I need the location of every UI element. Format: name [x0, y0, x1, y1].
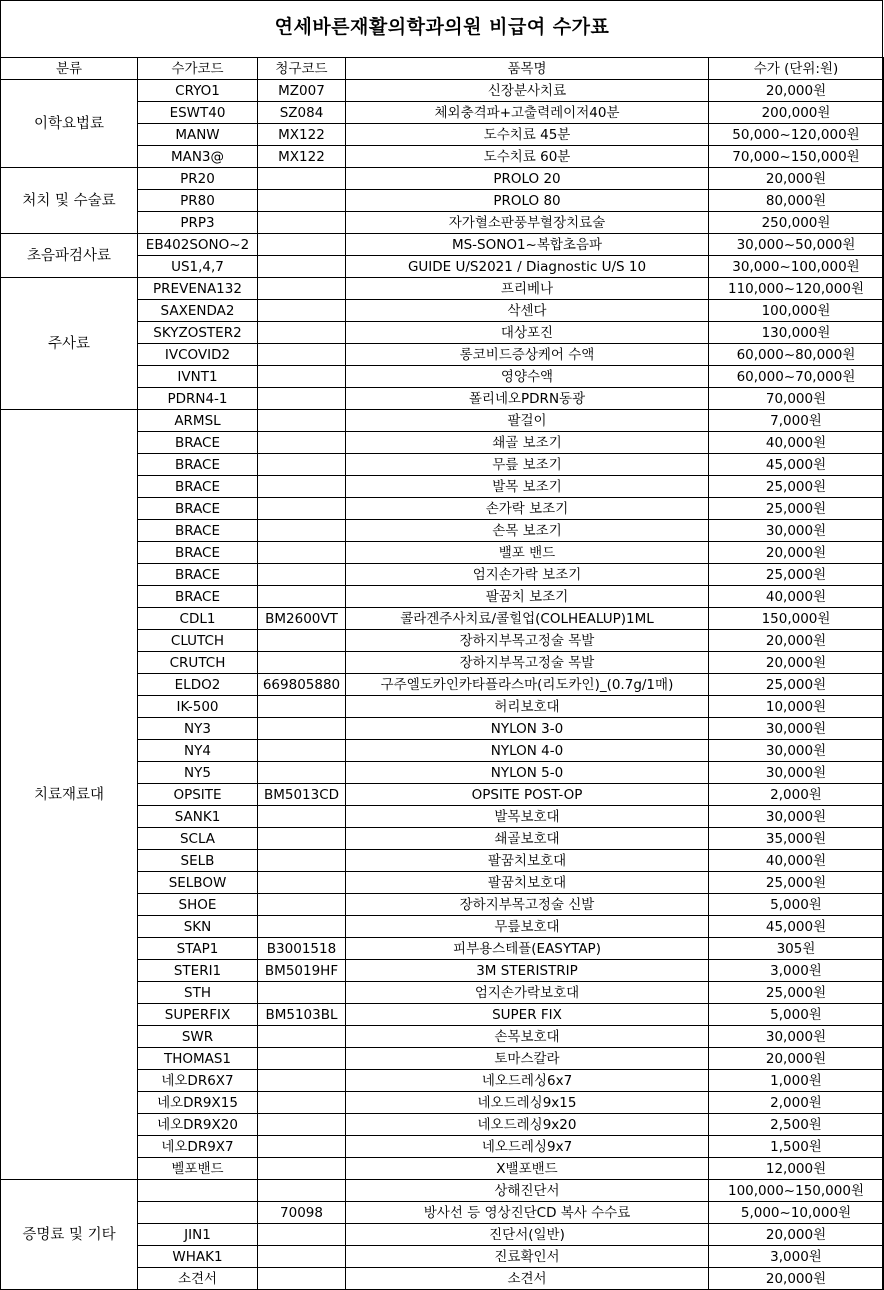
fee-code-cell: ESWT40 — [138, 102, 258, 124]
price-cell: 80,000원 — [709, 190, 884, 212]
fee-code-cell: ELDO2 — [138, 674, 258, 696]
fee-code-cell: 네오DR9X7 — [138, 1136, 258, 1158]
fee-code-cell: US1,4,7 — [138, 256, 258, 278]
item-name-cell: 쇄골보호대 — [346, 828, 709, 850]
claim-code-cell: 70098 — [258, 1202, 346, 1224]
price-cell: 20,000원 — [709, 1224, 884, 1246]
price-cell: 5,000원 — [709, 1004, 884, 1026]
fee-code-cell: MANW — [138, 124, 258, 146]
fee-code-cell: WHAK1 — [138, 1246, 258, 1268]
item-name-cell: 팔꿈치보호대 — [346, 872, 709, 894]
price-cell: 30,000원 — [709, 520, 884, 542]
price-cell: 25,000원 — [709, 476, 884, 498]
fee-code-cell: 네오DR9X20 — [138, 1114, 258, 1136]
table-row — [1, 80, 884, 102]
claim-code-cell — [258, 1048, 346, 1070]
claim-code-cell — [258, 476, 346, 498]
fee-table-body — [1, 80, 884, 1290]
table-row — [1, 234, 884, 256]
price-cell: 60,000~70,000원 — [709, 366, 884, 388]
item-name-cell: 장하지부목고정술 목발 — [346, 630, 709, 652]
claim-code-cell — [258, 1268, 346, 1290]
price-cell: 50,000~120,000원 — [709, 124, 884, 146]
price-cell: 20,000원 — [709, 630, 884, 652]
price-cell: 45,000원 — [709, 454, 884, 476]
claim-code-cell — [258, 542, 346, 564]
category-cell: 주사료 — [1, 278, 138, 410]
item-name-cell: 소견서 — [346, 1268, 709, 1290]
item-name-cell: 진료확인서 — [346, 1246, 709, 1268]
item-name-cell: 발목 보조기 — [346, 476, 709, 498]
claim-code-cell — [258, 1070, 346, 1092]
claim-code-cell — [258, 982, 346, 1004]
fee-code-cell: BRACE — [138, 432, 258, 454]
fee-code-cell: BRACE — [138, 454, 258, 476]
claim-code-cell — [258, 388, 346, 410]
header-claim-code: 청구코드 — [258, 58, 346, 80]
item-name-cell: 3M STERISTRIP — [346, 960, 709, 982]
price-cell: 20,000원 — [709, 168, 884, 190]
category-cell: 초음파검사료 — [1, 234, 138, 278]
claim-code-cell — [258, 916, 346, 938]
fee-code-cell: SHOE — [138, 894, 258, 916]
fee-code-cell: BRACE — [138, 586, 258, 608]
item-name-cell: OPSITE POST-OP — [346, 784, 709, 806]
price-cell: 25,000원 — [709, 982, 884, 1004]
claim-code-cell — [258, 212, 346, 234]
claim-code-cell — [258, 520, 346, 542]
fee-code-cell: PRP3 — [138, 212, 258, 234]
item-name-cell: 밸포 밴드 — [346, 542, 709, 564]
claim-code-cell — [258, 718, 346, 740]
claim-code-cell: MZ007 — [258, 80, 346, 102]
price-cell: 5,000원 — [709, 894, 884, 916]
claim-code-cell — [258, 432, 346, 454]
item-name-cell: X밸포밴드 — [346, 1158, 709, 1180]
price-cell: 40,000원 — [709, 850, 884, 872]
claim-code-cell: 669805880 — [258, 674, 346, 696]
price-cell: 30,000원 — [709, 1026, 884, 1048]
price-cell: 25,000원 — [709, 498, 884, 520]
category-cell: 처치 및 수술료 — [1, 168, 138, 234]
fee-code-cell: BRACE — [138, 542, 258, 564]
price-cell: 1,500원 — [709, 1136, 884, 1158]
item-name-cell: 도수치료 60분 — [346, 146, 709, 168]
item-name-cell: 영양수액 — [346, 366, 709, 388]
claim-code-cell — [258, 1158, 346, 1180]
fee-code-cell: SKN — [138, 916, 258, 938]
fee-code-cell: SELBOW — [138, 872, 258, 894]
price-cell: 40,000원 — [709, 586, 884, 608]
price-cell: 45,000원 — [709, 916, 884, 938]
item-name-cell: 손목 보조기 — [346, 520, 709, 542]
price-cell: 150,000원 — [709, 608, 884, 630]
item-name-cell: 엄지손가락 보조기 — [346, 564, 709, 586]
price-cell: 20,000원 — [709, 1268, 884, 1290]
header-fee-code: 수가코드 — [138, 58, 258, 80]
item-name-cell: 폴리네오PDRN동광 — [346, 388, 709, 410]
item-name-cell: 체외충격파+고출력레이저40분 — [346, 102, 709, 124]
fee-code-cell: 벨포밴드 — [138, 1158, 258, 1180]
price-cell: 30,000원 — [709, 718, 884, 740]
price-cell: 2,000원 — [709, 784, 884, 806]
claim-code-cell — [258, 762, 346, 784]
price-cell: 35,000원 — [709, 828, 884, 850]
price-cell: 110,000~120,000원 — [709, 278, 884, 300]
fee-code-cell: NY5 — [138, 762, 258, 784]
price-cell: 2,500원 — [709, 1114, 884, 1136]
fee-code-cell: CLUTCH — [138, 630, 258, 652]
fee-code-cell: STAP1 — [138, 938, 258, 960]
claim-code-cell — [258, 872, 346, 894]
item-name-cell: NYLON 3-0 — [346, 718, 709, 740]
fee-code-cell: SKYZOSTER2 — [138, 322, 258, 344]
fee-code-cell: SCLA — [138, 828, 258, 850]
item-name-cell: 손목보호대 — [346, 1026, 709, 1048]
fee-code-cell: NY3 — [138, 718, 258, 740]
header-item-name: 품목명 — [346, 58, 709, 80]
price-cell: 60,000~80,000원 — [709, 344, 884, 366]
item-name-cell: 장하지부목고정술 목발 — [346, 652, 709, 674]
fee-code-cell: SAXENDA2 — [138, 300, 258, 322]
price-cell: 30,000원 — [709, 806, 884, 828]
fee-code-cell: CRYO1 — [138, 80, 258, 102]
price-cell: 20,000원 — [709, 80, 884, 102]
claim-code-cell — [258, 1026, 346, 1048]
price-cell: 40,000원 — [709, 432, 884, 454]
fee-code-cell: IVCOVID2 — [138, 344, 258, 366]
claim-code-cell — [258, 256, 346, 278]
fee-code-cell: CDL1 — [138, 608, 258, 630]
item-name-cell: 장하지부목고정술 신발 — [346, 894, 709, 916]
item-name-cell: 대상포진 — [346, 322, 709, 344]
item-name-cell: 롱코비드증상케어 수액 — [346, 344, 709, 366]
price-cell: 130,000원 — [709, 322, 884, 344]
fee-code-cell: CRUTCH — [138, 652, 258, 674]
claim-code-cell — [258, 586, 346, 608]
item-name-cell: 신장분사치료 — [346, 80, 709, 102]
claim-code-cell — [258, 828, 346, 850]
item-name-cell: 프리베나 — [346, 278, 709, 300]
item-name-cell: 콜라겐주사치료/콜힐업(COLHEALUP)1ML — [346, 608, 709, 630]
item-name-cell: GUIDE U/S2021 / Diagnostic U/S 10 — [346, 256, 709, 278]
fee-code-cell: ARMSL — [138, 410, 258, 432]
fee-code-cell — [138, 1202, 258, 1224]
header-category: 분류 — [1, 58, 138, 80]
price-cell: 25,000원 — [709, 564, 884, 586]
item-name-cell: 발목보호대 — [346, 806, 709, 828]
claim-code-cell — [258, 410, 346, 432]
claim-code-cell — [258, 740, 346, 762]
claim-code-cell — [258, 1092, 346, 1114]
fee-code-cell: IVNT1 — [138, 366, 258, 388]
price-cell: 305원 — [709, 938, 884, 960]
item-name-cell: 진단서(일반) — [346, 1224, 709, 1246]
item-name-cell: 삭센다 — [346, 300, 709, 322]
item-name-cell: 엄지손가락보호대 — [346, 982, 709, 1004]
claim-code-cell — [258, 190, 346, 212]
fee-code-cell: SELB — [138, 850, 258, 872]
claim-code-cell — [258, 894, 346, 916]
claim-code-cell: BM5019HF — [258, 960, 346, 982]
item-name-cell: 손가락 보조기 — [346, 498, 709, 520]
claim-code-cell — [258, 454, 346, 476]
table-row — [1, 410, 884, 432]
table-row — [1, 168, 884, 190]
table-row — [1, 278, 884, 300]
category-cell: 이학요법료 — [1, 80, 138, 168]
price-cell: 7,000원 — [709, 410, 884, 432]
price-cell: 250,000원 — [709, 212, 884, 234]
fee-code-cell: 소견서 — [138, 1268, 258, 1290]
fee-code-cell: STERI1 — [138, 960, 258, 982]
page-title: 연세바른재활의학과의원 비급여 수가표 — [274, 16, 610, 38]
price-cell: 100,000~150,000원 — [709, 1180, 884, 1202]
fee-code-cell: OPSITE — [138, 784, 258, 806]
fee-code-cell: BRACE — [138, 498, 258, 520]
item-name-cell: 무릎보호대 — [346, 916, 709, 938]
claim-code-cell: B3001518 — [258, 938, 346, 960]
claim-code-cell — [258, 344, 346, 366]
price-cell: 200,000원 — [709, 102, 884, 124]
price-cell: 70,000~150,000원 — [709, 146, 884, 168]
fee-code-cell: PR80 — [138, 190, 258, 212]
claim-code-cell — [258, 322, 346, 344]
price-cell: 30,000~100,000원 — [709, 256, 884, 278]
item-name-cell: 상해진단서 — [346, 1180, 709, 1202]
claim-code-cell: SZ084 — [258, 102, 346, 124]
claim-code-cell — [258, 630, 346, 652]
price-cell: 25,000원 — [709, 674, 884, 696]
fee-code-cell: JIN1 — [138, 1224, 258, 1246]
price-cell: 20,000원 — [709, 1048, 884, 1070]
item-name-cell: PROLO 20 — [346, 168, 709, 190]
header-price: 수가 (단위:원) — [709, 58, 884, 80]
item-name-cell: 방사선 등 영상진단CD 복사 수수료 — [346, 1202, 709, 1224]
price-cell: 1,000원 — [709, 1070, 884, 1092]
item-name-cell: 네오드레싱9x7 — [346, 1136, 709, 1158]
fee-code-cell: BRACE — [138, 564, 258, 586]
fee-code-cell: NY4 — [138, 740, 258, 762]
category-cell: 치료재료대 — [1, 410, 138, 1180]
fee-code-cell: BRACE — [138, 476, 258, 498]
item-name-cell: 팔꿈치 보조기 — [346, 586, 709, 608]
item-name-cell: 자가혈소판풍부혈장치료술 — [346, 212, 709, 234]
claim-code-cell: MX122 — [258, 124, 346, 146]
claim-code-cell — [258, 564, 346, 586]
fee-code-cell: SWR — [138, 1026, 258, 1048]
claim-code-cell — [258, 278, 346, 300]
item-name-cell: 토마스칼라 — [346, 1048, 709, 1070]
claim-code-cell — [258, 366, 346, 388]
item-name-cell: PROLO 80 — [346, 190, 709, 212]
price-cell: 12,000원 — [709, 1158, 884, 1180]
claim-code-cell: BM2600VT — [258, 608, 346, 630]
fee-code-cell: THOMAS1 — [138, 1048, 258, 1070]
fee-code-cell: IK-500 — [138, 696, 258, 718]
claim-code-cell — [258, 234, 346, 256]
fee-code-cell — [138, 1180, 258, 1202]
item-name-cell: 무릎 보조기 — [346, 454, 709, 476]
fee-code-cell: SUPERFIX — [138, 1004, 258, 1026]
item-name-cell: NYLON 5-0 — [346, 762, 709, 784]
item-name-cell: 피부용스테플(EASYTAP) — [346, 938, 709, 960]
header-row — [1, 58, 884, 80]
item-name-cell: SUPER FIX — [346, 1004, 709, 1026]
claim-code-cell — [258, 1246, 346, 1268]
price-cell: 3,000원 — [709, 1246, 884, 1268]
table-row — [1, 1180, 884, 1202]
item-name-cell: 네오드레싱6x7 — [346, 1070, 709, 1092]
claim-code-cell — [258, 168, 346, 190]
fee-code-cell: 네오DR6X7 — [138, 1070, 258, 1092]
fee-code-cell: SANK1 — [138, 806, 258, 828]
price-cell: 5,000~10,000원 — [709, 1202, 884, 1224]
claim-code-cell: BM5103BL — [258, 1004, 346, 1026]
price-cell: 30,000원 — [709, 740, 884, 762]
claim-code-cell — [258, 1114, 346, 1136]
fee-code-cell: PDRN4-1 — [138, 388, 258, 410]
fee-code-cell: 네오DR9X15 — [138, 1092, 258, 1114]
category-cell: 증명료 및 기타 — [1, 1180, 138, 1290]
price-cell: 20,000원 — [709, 542, 884, 564]
fee-code-cell: PR20 — [138, 168, 258, 190]
claim-code-cell — [258, 300, 346, 322]
fee-code-cell: BRACE — [138, 520, 258, 542]
item-name-cell: 도수치료 45분 — [346, 124, 709, 146]
item-name-cell: 팔걸이 — [346, 410, 709, 432]
price-cell: 70,000원 — [709, 388, 884, 410]
fee-table — [0, 57, 884, 1290]
price-cell: 2,000원 — [709, 1092, 884, 1114]
item-name-cell: 팔꿈치보호대 — [346, 850, 709, 872]
claim-code-cell: MX122 — [258, 146, 346, 168]
price-cell: 30,000원 — [709, 762, 884, 784]
claim-code-cell: BM5013CD — [258, 784, 346, 806]
item-name-cell: NYLON 4-0 — [346, 740, 709, 762]
claim-code-cell — [258, 1180, 346, 1202]
item-name-cell: 쇄골 보조기 — [346, 432, 709, 454]
claim-code-cell — [258, 806, 346, 828]
price-cell: 10,000원 — [709, 696, 884, 718]
fee-code-cell: STH — [138, 982, 258, 1004]
price-cell: 30,000~50,000원 — [709, 234, 884, 256]
fee-code-cell: PREVENA132 — [138, 278, 258, 300]
item-name-cell: 네오드레싱9x20 — [346, 1114, 709, 1136]
claim-code-cell — [258, 652, 346, 674]
claim-code-cell — [258, 850, 346, 872]
price-cell: 100,000원 — [709, 300, 884, 322]
fee-code-cell: EB402SONO~2 — [138, 234, 258, 256]
claim-code-cell — [258, 498, 346, 520]
item-name-cell: 네오드레싱9x15 — [346, 1092, 709, 1114]
claim-code-cell — [258, 1136, 346, 1158]
price-cell: 20,000원 — [709, 652, 884, 674]
item-name-cell: 구주엘도카인카타플라스마(리도카인)_(0.7g/1매) — [346, 674, 709, 696]
item-name-cell: 허리보호대 — [346, 696, 709, 718]
claim-code-cell — [258, 696, 346, 718]
price-cell: 3,000원 — [709, 960, 884, 982]
price-cell: 25,000원 — [709, 872, 884, 894]
fee-code-cell: MAN3@ — [138, 146, 258, 168]
claim-code-cell — [258, 1224, 346, 1246]
item-name-cell: MS-SONO1~복합초음파 — [346, 234, 709, 256]
